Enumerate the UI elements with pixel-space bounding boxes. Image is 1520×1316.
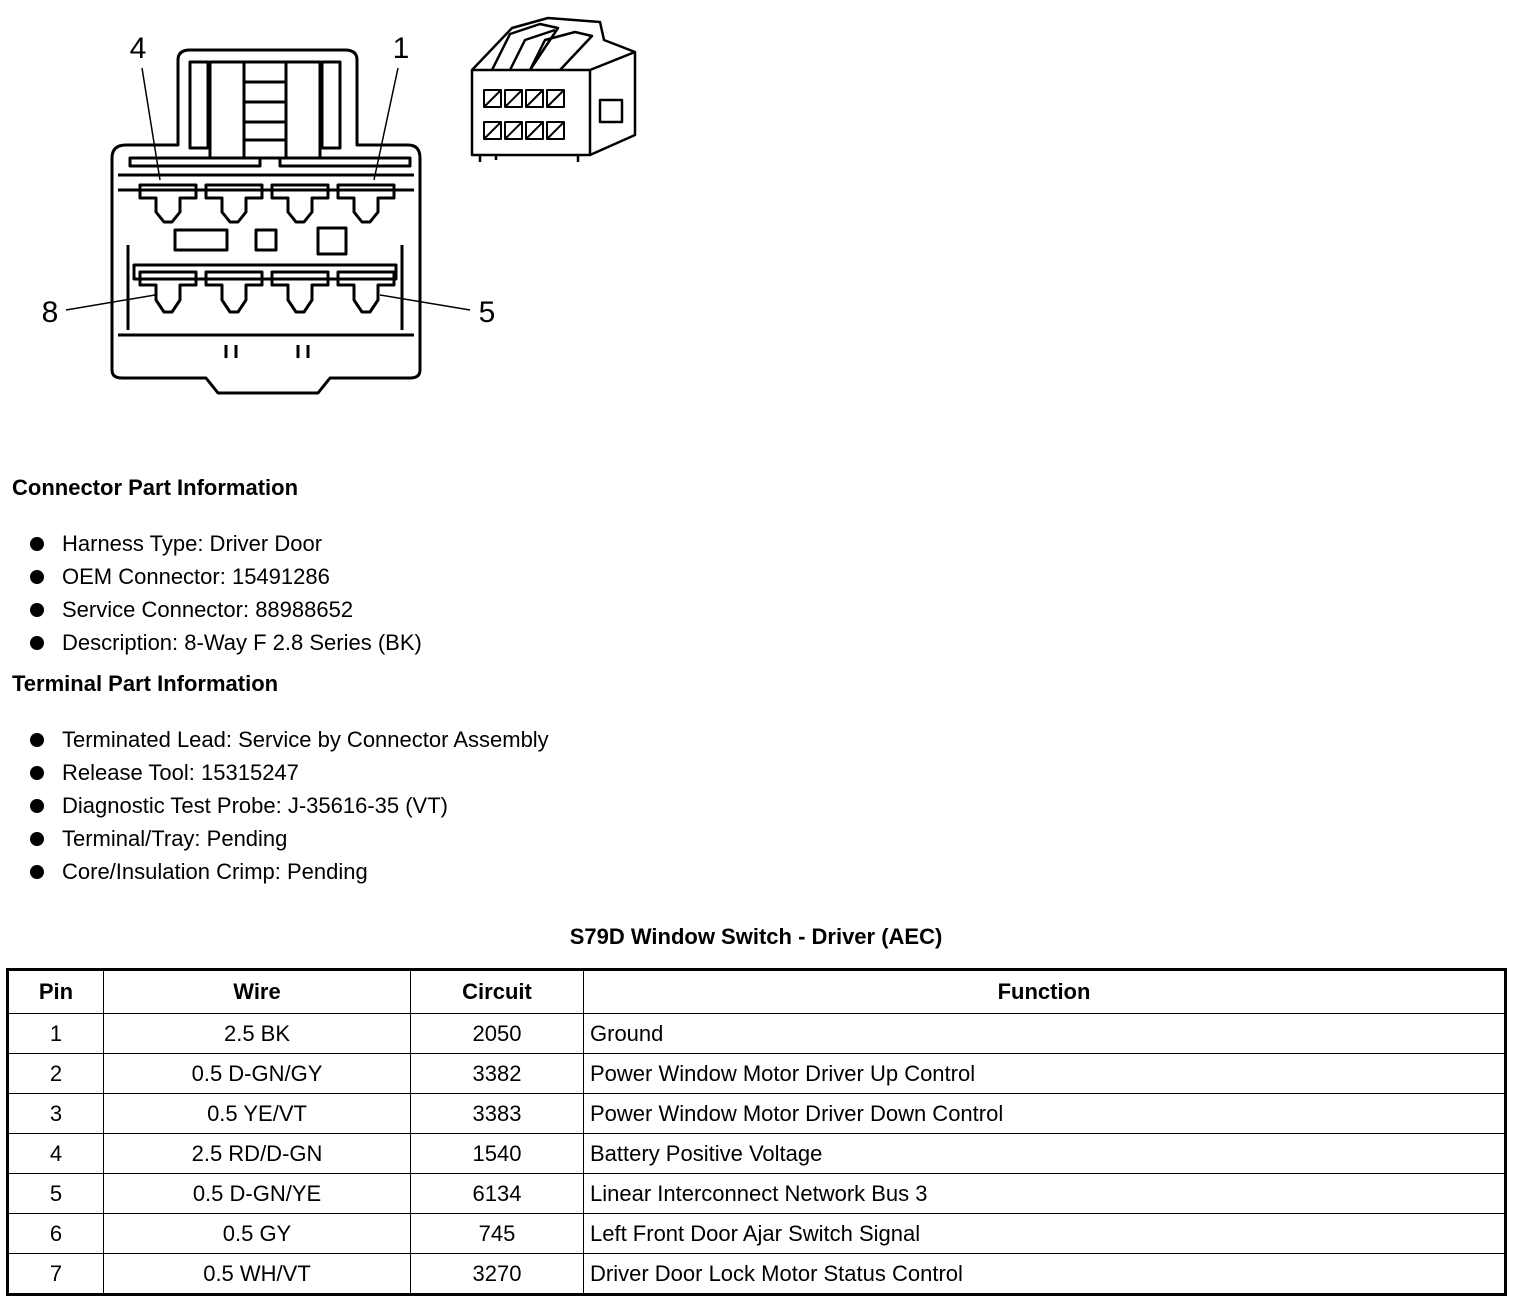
list-item: Service Connector: 88988652 [30,593,422,626]
list-item: Core/Insulation Crimp: Pending [30,855,549,888]
list-item: OEM Connector: 15491286 [30,560,422,593]
cell-wire: 0.5 YE/VT [104,1094,411,1134]
list-item: Terminated Lead: Service by Connector Assembly [30,723,549,756]
cell-wire: 0.5 D-GN/GY [104,1054,411,1094]
cell-circuit: 3383 [411,1094,584,1134]
connector-info-list [30,527,422,659]
bullet-icon [30,832,44,846]
cell-function: Linear Interconnect Network Bus 3 [584,1174,1506,1214]
cell-circuit: 3270 [411,1254,584,1295]
cell-pin: 5 [8,1174,104,1214]
cell-circuit: 2050 [411,1014,584,1054]
cell-pin: 1 [8,1014,104,1054]
list-item: Harness Type: Driver Door [30,527,422,560]
cell-circuit: 6134 [411,1174,584,1214]
bullet-icon [30,733,44,747]
header-pin: Pin [8,970,104,1014]
cell-pin: 3 [8,1094,104,1134]
cell-wire: 2.5 RD/D-GN [104,1134,411,1174]
cell-circuit: 745 [411,1214,584,1254]
table-row [8,1214,1506,1254]
cell-wire: 0.5 WH/VT [104,1254,411,1295]
bullet-icon [30,636,44,650]
pin-label-top-left: 4 [129,32,147,65]
connector-info-heading: Connector Part Information [12,475,299,500]
cell-function: Left Front Door Ajar Switch Signal [584,1214,1506,1254]
bullet-icon [30,766,44,780]
bullet-icon [30,799,44,813]
table-title: S79D Window Switch - Driver (AEC) [569,924,943,949]
bullet-icon [30,865,44,879]
cell-function: Driver Door Lock Motor Status Control [584,1254,1506,1295]
cell-wire: 2.5 BK [104,1014,411,1054]
table-row [8,1054,1506,1094]
table-row [8,1174,1506,1214]
bullet-icon [30,603,44,617]
header-function: Function [584,970,1506,1014]
pin-label-bottom-right: 5 [478,296,496,329]
cell-wire: 0.5 GY [104,1214,411,1254]
cell-pin: 2 [8,1054,104,1094]
cell-wire: 0.5 D-GN/YE [104,1174,411,1214]
pinout-table [6,968,1507,1296]
pin-label-top-right: 1 [392,32,410,65]
list-item: Release Tool: 15315247 [30,756,549,789]
bullet-icon [30,537,44,551]
header-wire: Wire [104,970,411,1014]
header-circuit: Circuit [411,970,584,1014]
cell-circuit: 1540 [411,1134,584,1174]
cell-circuit: 3382 [411,1054,584,1094]
connector-isometric-icon [472,18,635,162]
cell-function: Power Window Motor Driver Up Control [584,1054,1506,1094]
table-row [8,1254,1506,1295]
table-row [8,1134,1506,1174]
connector-face-diagram [0,0,700,420]
pin-label-bottom-left: 8 [41,296,59,329]
cell-function: Ground [584,1014,1506,1054]
terminal-info-heading: Terminal Part Information [12,671,279,696]
cell-pin: 6 [8,1214,104,1254]
table-header-row [8,970,1506,1014]
cell-function: Battery Positive Voltage [584,1134,1506,1174]
cell-function: Power Window Motor Driver Down Control [584,1094,1506,1134]
terminal-info-list [30,723,549,888]
table-row [8,1094,1506,1134]
table-row [8,1014,1506,1054]
bullet-icon [30,570,44,584]
list-item: Description: 8-Way F 2.8 Series (BK) [30,626,422,659]
list-item: Diagnostic Test Probe: J-35616-35 (VT) [30,789,549,822]
cell-pin: 4 [8,1134,104,1174]
list-item: Terminal/Tray: Pending [30,822,549,855]
cell-pin: 7 [8,1254,104,1295]
